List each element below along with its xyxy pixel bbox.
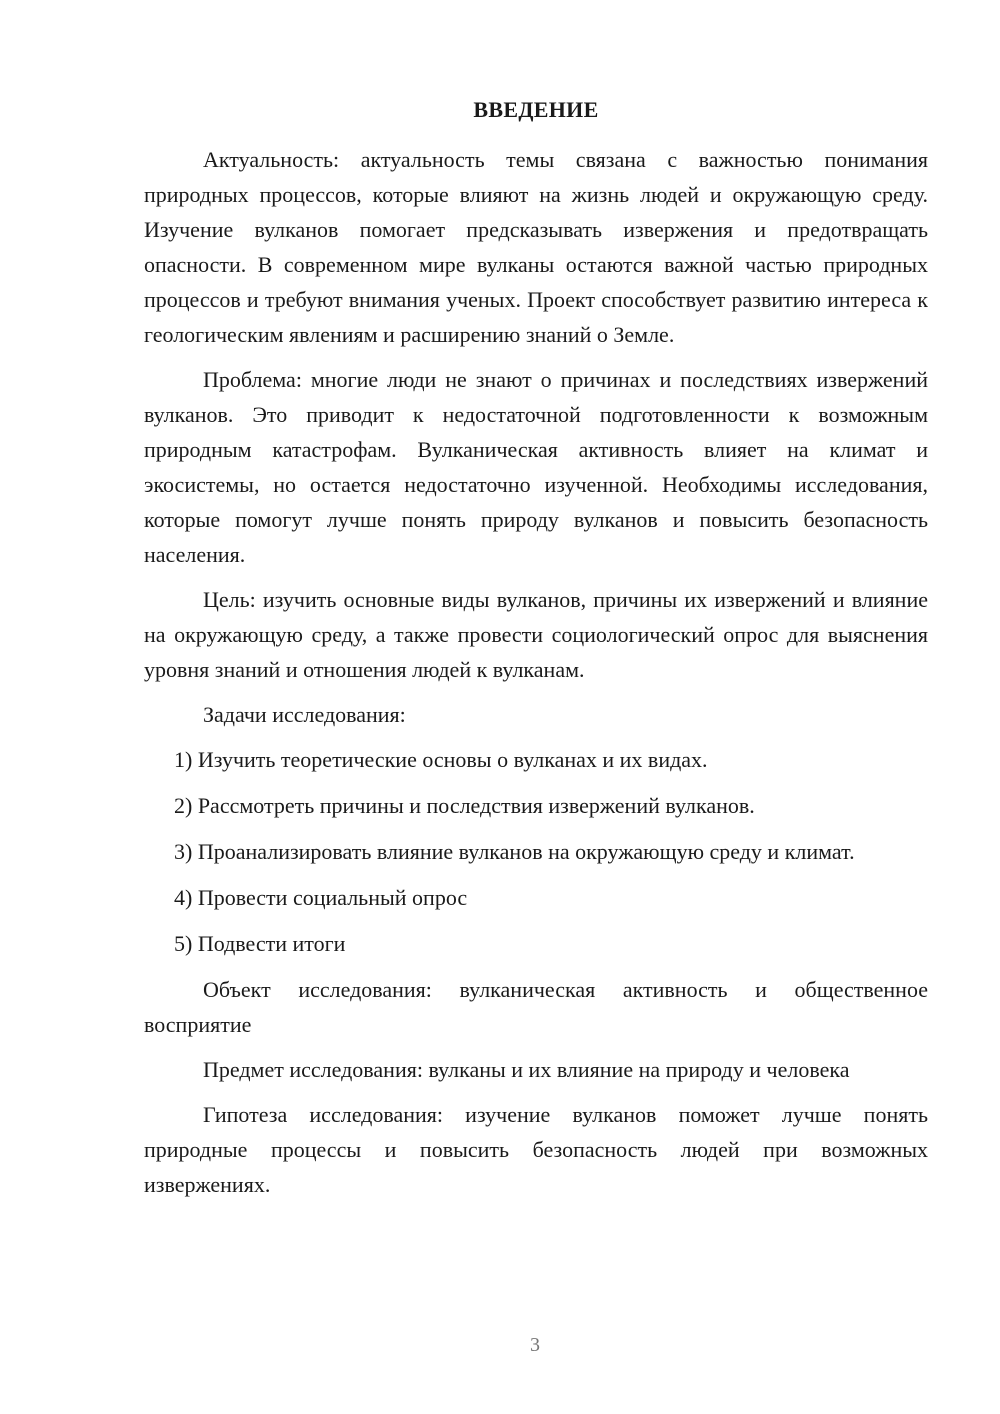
tasks-list (144, 742, 928, 961)
page-number: 3 (530, 1334, 540, 1356)
paragraph-goal: Цель: изучить основные виды вулканов, причины их извержений и влияние на окружающую среду, а также провести социологический опрос для выяснения уровня знаний и отношения людей к вулканам. (144, 587, 928, 682)
tasks-heading: Задачи исследования: (203, 702, 406, 727)
list-item: 2) Рассмотреть причины и последствия извержений вулканов. (174, 793, 755, 818)
list-item: 3) Проанализировать влияние вулканов на окружающую среду и климат. (174, 839, 855, 864)
paragraph-object: Объект исследования: вулканическая активность и общественное восприятие (144, 977, 928, 1037)
page-title: ВВЕДЕНИЕ (473, 97, 599, 122)
page-content (144, 95, 928, 1212)
paragraph-hypothesis: Гипотеза исследования: изучение вулканов поможет лучше понять природные процессы и повысить безопасность людей при возможных извержениях. (144, 1102, 928, 1197)
paragraph-relevance: Актуальность: актуальность темы связана с важностью понимания природных процессов, которые влияют на жизнь людей и окружающую среду. Изучение вулканов помогает предсказывать извержения и предотвращать опасности. В современном мире вулканы остаются важной частью природных процессов и требуют внимания ученых. Проект способствует развитию интереса к геологическим явлениям и расширению знаний о Земле. (144, 147, 928, 347)
paragraph-subject: Предмет исследования: вулканы и их влияние на природу и человека (203, 1057, 850, 1082)
paragraph-problem: Проблема: многие люди не знают о причинах и последствиях извержений вулканов. Это приводит к недостаточной подготовленности к возможным природным катастрофам. Вулканическая активность влияет на климат и экосистемы, но остается недостаточно изученной. Необходимы исследования, которые помогут лучше понять природу вулканов и повысить безопасность населения. (144, 367, 928, 567)
list-item: 4) Провести социальный опрос (174, 885, 468, 910)
list-item: 5) Подвести итоги (174, 931, 346, 956)
list-item: 1) Изучить теоретические основы о вулканах и их видах. (174, 747, 708, 772)
